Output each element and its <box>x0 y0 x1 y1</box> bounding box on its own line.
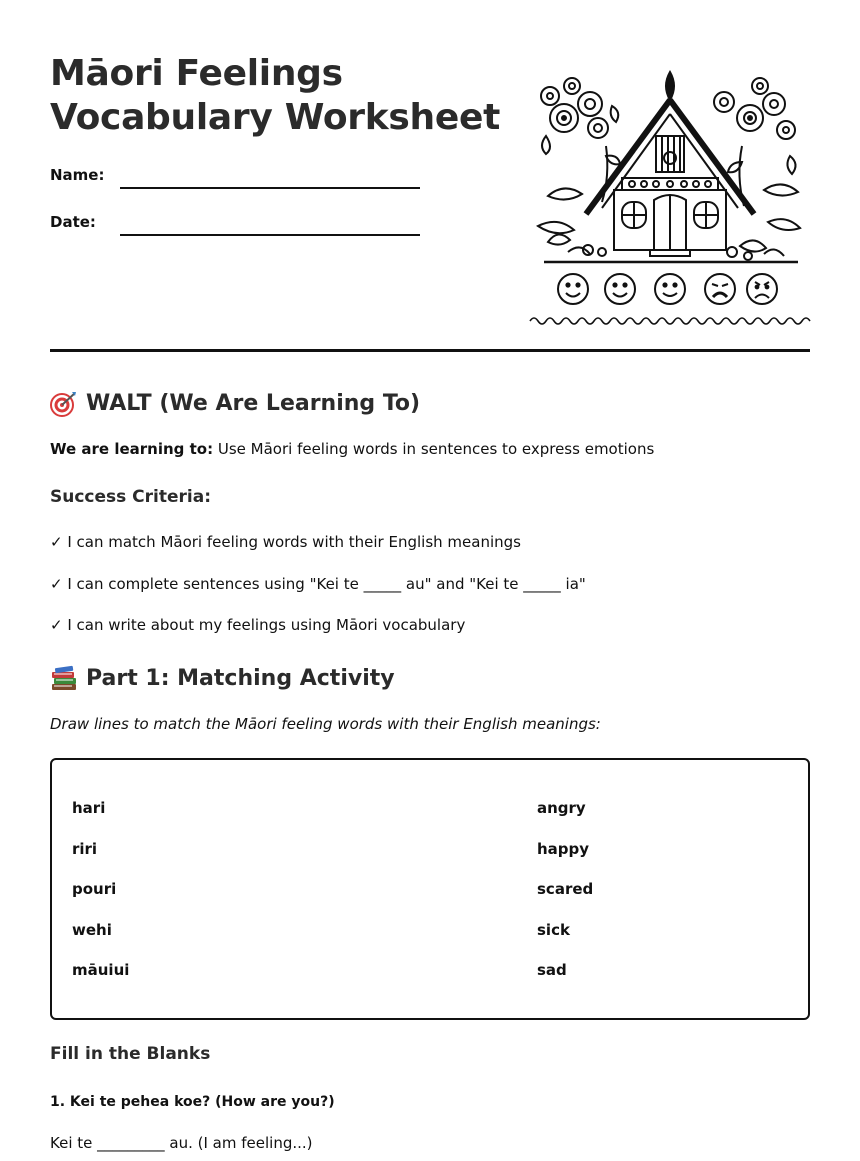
criteria-item: ✓ I can complete sentences using "Kei te _____ au" and "Kei te _____ ia" <box>50 575 586 593</box>
walt-text: Use Māori feeling words in sentences to express emotions <box>213 440 655 458</box>
english-word[interactable]: angry <box>537 799 586 817</box>
maori-words-column <box>72 798 129 1001</box>
english-word[interactable]: scared <box>537 880 594 898</box>
english-word[interactable]: sick <box>537 920 570 939</box>
english-words-column <box>537 798 593 1001</box>
books-icon <box>50 665 78 693</box>
date-label: Date: <box>50 213 96 231</box>
walt-statement <box>50 440 654 458</box>
house-body <box>614 178 726 256</box>
english-word[interactable]: sad <box>537 961 567 979</box>
fill-blanks-heading: Fill in the Blanks <box>50 1044 211 1064</box>
maori-word[interactable]: pouri <box>72 880 117 898</box>
meeting-house-illustration <box>528 66 812 332</box>
decorative-border <box>530 318 810 324</box>
page-title <box>50 52 500 140</box>
maori-word[interactable]: riri <box>72 839 98 858</box>
maori-word[interactable]: wehi <box>72 920 112 939</box>
criteria-item: ✓ I can write about my feelings using Māori vocabulary <box>50 616 466 634</box>
flower-cluster-left <box>538 78 620 233</box>
date-field[interactable] <box>120 234 420 236</box>
maori-word[interactable]: hari <box>72 799 106 817</box>
happy-face-icon <box>605 274 635 304</box>
criteria-item: ✓ I can match Māori feeling words with their English meanings <box>50 533 521 551</box>
part1-heading <box>50 665 395 693</box>
smile-face-icon <box>655 274 685 304</box>
success-criteria-heading: Success Criteria: <box>50 487 212 507</box>
matching-box <box>50 758 810 1020</box>
name-field[interactable] <box>120 187 420 189</box>
happy-face-icon <box>558 274 588 304</box>
feeling-faces <box>558 274 777 304</box>
maori-word[interactable]: māuiui <box>72 961 130 979</box>
header-divider <box>50 349 810 352</box>
walt-lead: We are learning to: <box>50 440 214 458</box>
target-icon <box>50 390 78 418</box>
matching-instruction: Draw lines to match the Māori feeling words with their English meanings: <box>50 715 601 733</box>
title-line-2: Vocabulary Worksheet <box>50 97 500 138</box>
upset-face-icon <box>705 274 735 304</box>
answer-1-sentence[interactable]: Kei te _________ au. (I am feeling...) <box>50 1134 313 1152</box>
english-word[interactable]: happy <box>537 839 590 858</box>
question-1: 1. Kei te pehea koe? (How are you?) <box>50 1094 335 1110</box>
sad-face-icon <box>747 274 777 304</box>
walt-heading <box>50 390 420 418</box>
walt-heading-text: WALT (We Are Learning To) <box>86 391 421 416</box>
name-label: Name: <box>50 166 105 184</box>
part1-heading-text: Part 1: Matching Activity <box>86 666 395 691</box>
title-line-1: Māori Feelings <box>50 53 343 94</box>
